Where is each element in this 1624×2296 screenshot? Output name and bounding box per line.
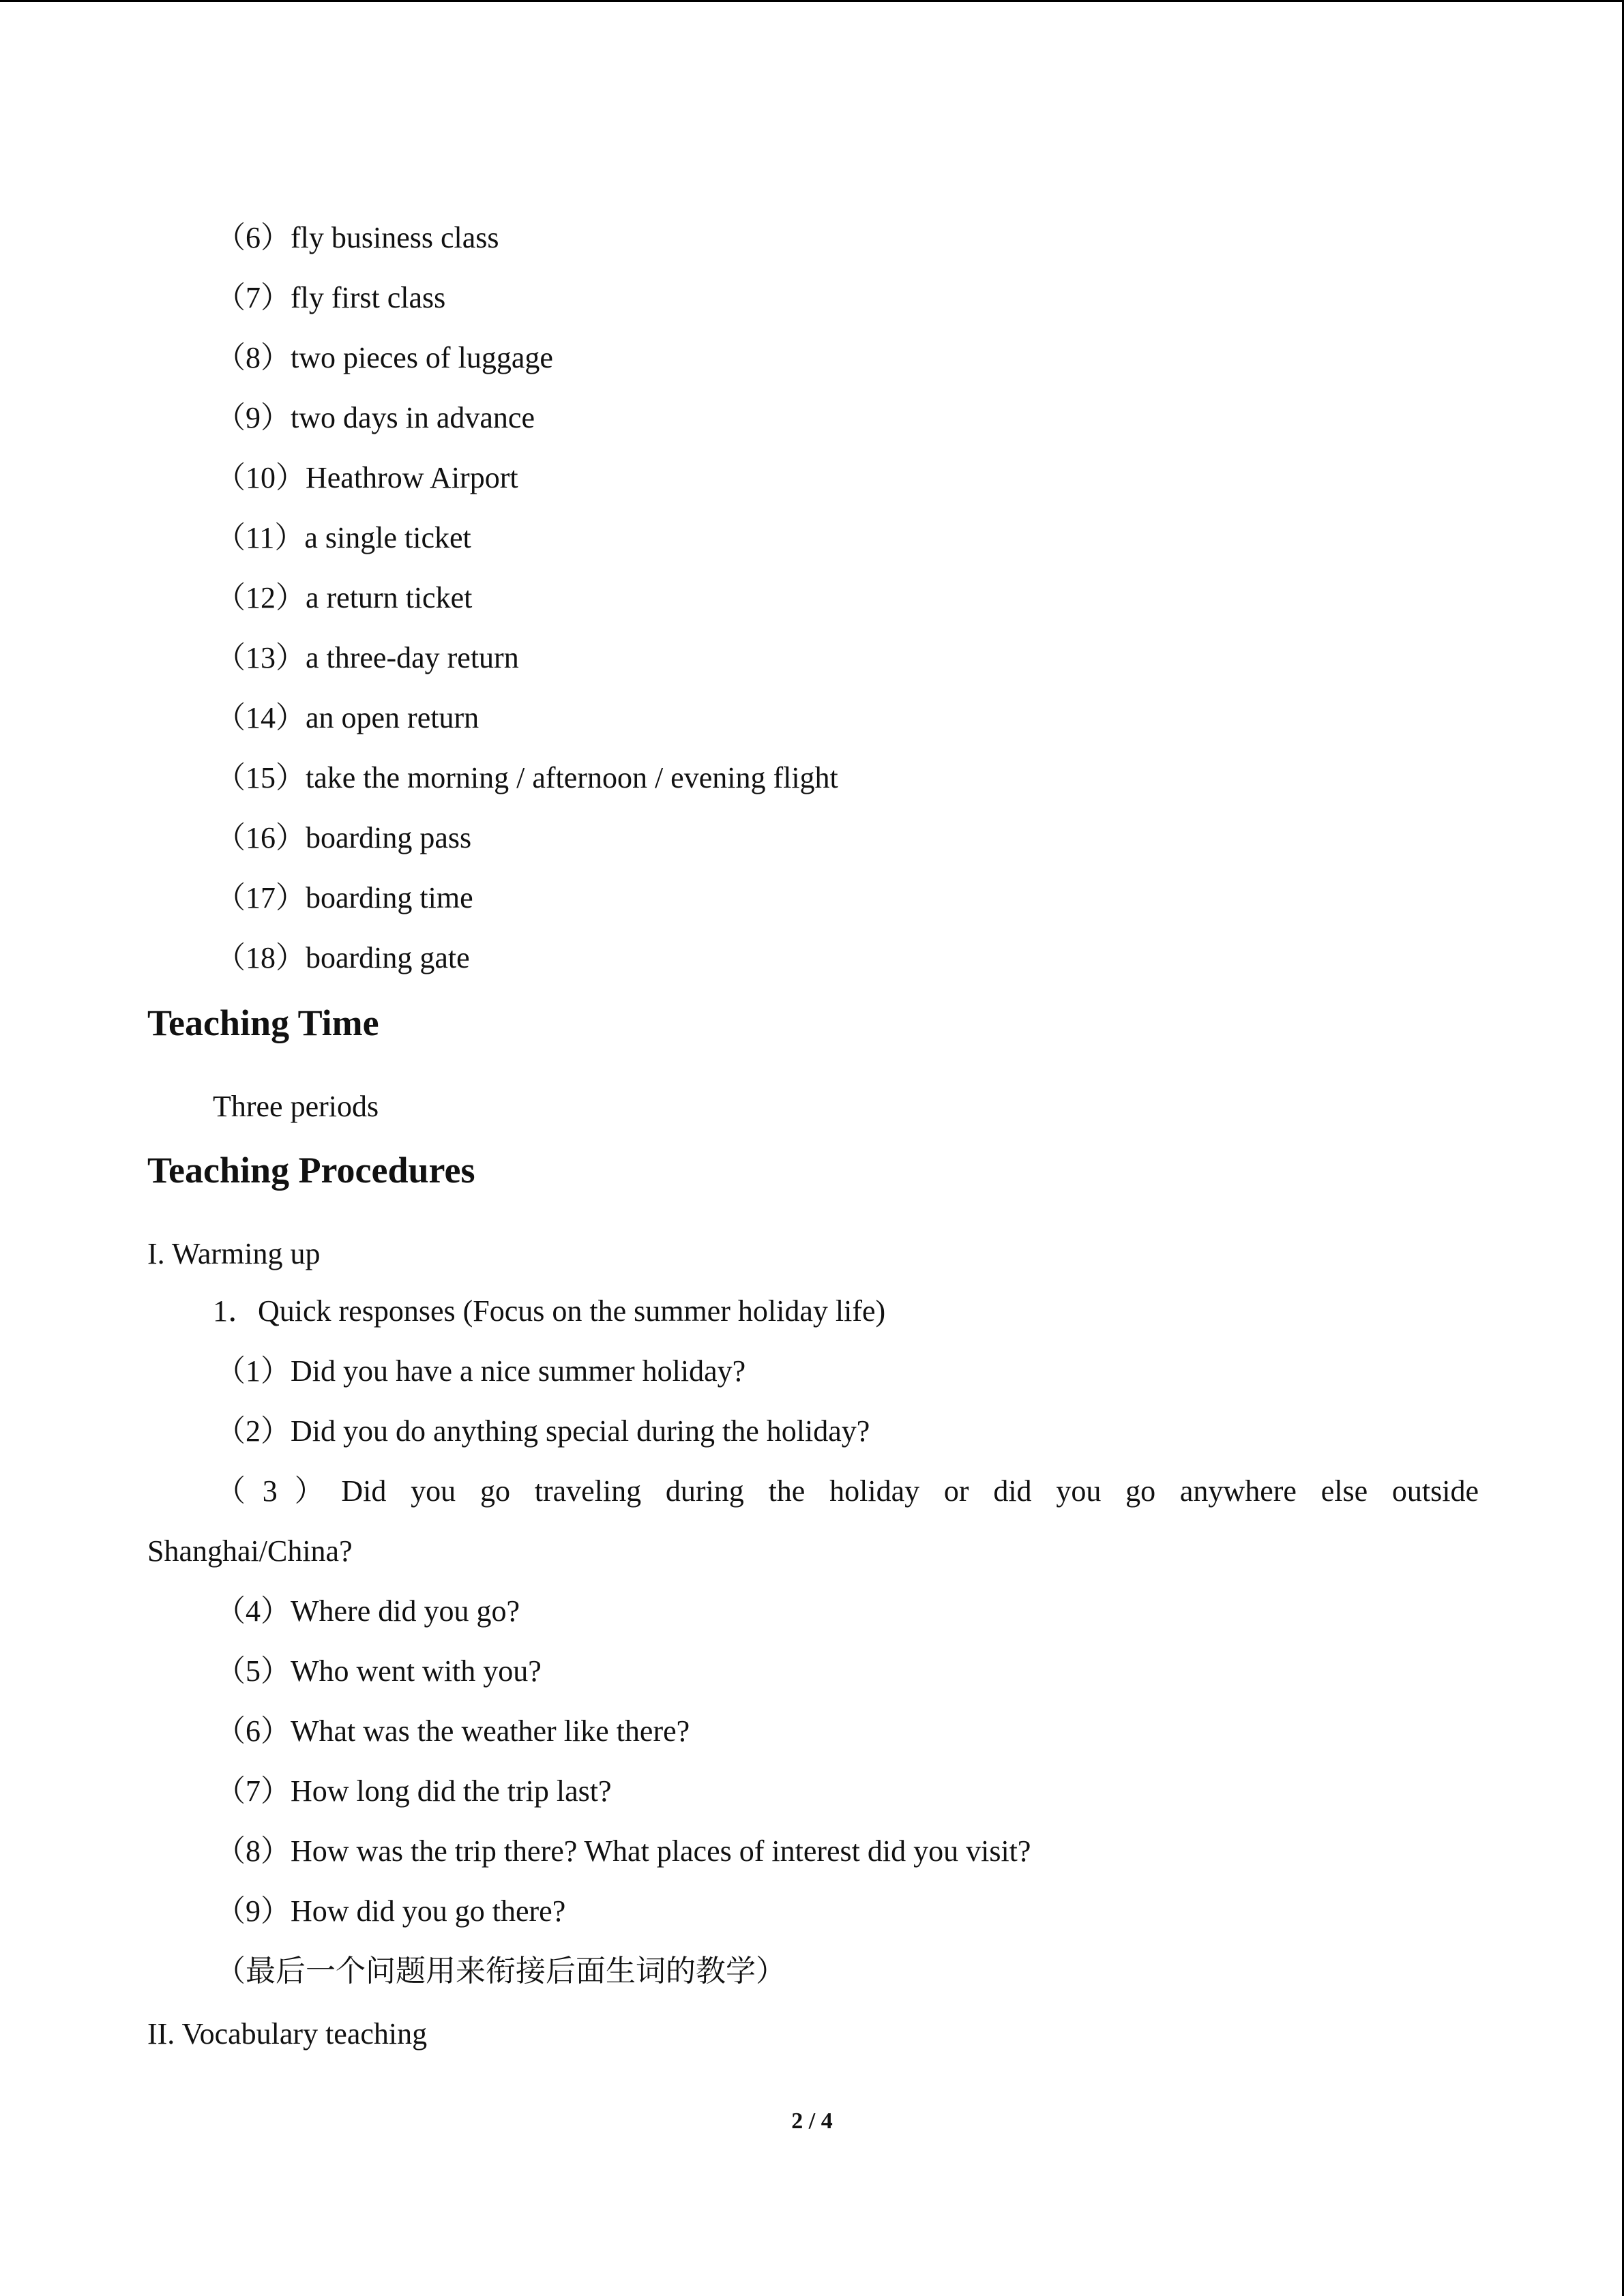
question-number: （9） (216, 1894, 291, 1928)
question-item (216, 1474, 1479, 1509)
chinese-note: （最后一个问题用来衔接后面生词的教学） (216, 1954, 786, 1988)
list-item (216, 940, 470, 976)
list-item-number: （17） (216, 881, 306, 914)
section-title-warming-up: I. Warming up (147, 1237, 321, 1270)
question-text: What was the weather like there? (291, 1714, 690, 1748)
question-text: Who went with you? (291, 1654, 542, 1688)
list-item (216, 460, 518, 496)
list-item-number: （16） (216, 821, 306, 854)
page-number: 2 / 4 (791, 2108, 833, 2134)
question-number: （7） (216, 1774, 291, 1808)
question-number: （1） (216, 1354, 291, 1388)
step-quick-responses: 1．Quick responses (Focus on the summer holiday life) (213, 1294, 886, 1328)
list-item-number: （7） (216, 281, 291, 314)
list-item-text: two days in advance (291, 401, 535, 434)
question-text: How did you go there? (291, 1894, 566, 1928)
list-item-text: a return ticket (306, 581, 473, 614)
list-item (216, 820, 471, 856)
list-item (216, 760, 838, 796)
question-item (216, 1894, 565, 1929)
question-number: （8） (216, 1834, 291, 1868)
question-text: Where did you go? (291, 1594, 520, 1628)
question-item (216, 1594, 520, 1629)
list-item (216, 280, 445, 316)
list-item (216, 880, 473, 916)
list-item-number: （13） (216, 641, 306, 674)
list-item (216, 640, 519, 676)
question-number: （5） (216, 1654, 291, 1688)
list-item-number: （14） (216, 701, 306, 734)
list-item-number: （11） (216, 521, 305, 554)
list-item-text: Heathrow Airport (306, 461, 518, 494)
teaching-time-heading: Teaching Time (147, 1002, 379, 1043)
list-item-number: （8） (216, 341, 291, 374)
question-number: （2） (216, 1414, 291, 1448)
question-text: Did you go traveling during the holiday or did you go anywhere else outside (341, 1474, 1479, 1508)
list-item-text: two pieces of luggage (291, 341, 553, 374)
question-item (216, 1774, 612, 1809)
list-item-text: take the morning / afternoon / evening flight (306, 761, 838, 794)
question-item (216, 1354, 745, 1389)
list-item-number: （15） (216, 761, 306, 794)
list-item-text: a three-day return (306, 641, 519, 674)
list-item-number: （10） (216, 461, 306, 494)
list-item-text: boarding time (306, 881, 473, 914)
question-item (216, 1834, 1031, 1869)
question-item (216, 1714, 690, 1749)
list-item (216, 340, 553, 376)
question-number: （3） (216, 1474, 342, 1508)
question-text: Did you have a nice summer holiday? (291, 1354, 746, 1388)
question-item (216, 1414, 870, 1449)
list-item-text: fly first class (291, 281, 446, 314)
question-item (216, 1654, 542, 1689)
list-item-text: boarding gate (306, 941, 470, 974)
section-title-vocabulary-teaching: II. Vocabulary teaching (147, 2017, 428, 2051)
list-item (216, 700, 479, 736)
question-text: Did you do anything special during the holiday? (291, 1414, 870, 1448)
teaching-time-body: Three periods (213, 1090, 379, 1123)
question-text: How was the trip there? What places of interest did you visit? (291, 1834, 1031, 1868)
list-item-text: an open return (306, 701, 479, 734)
teaching-procedures-heading: Teaching Procedures (147, 1150, 475, 1191)
list-item (216, 400, 535, 436)
list-item (216, 520, 471, 556)
question-number: （4） (216, 1594, 291, 1628)
list-item-number: （9） (216, 401, 291, 434)
list-item-text: a single ticket (304, 521, 471, 554)
list-item-number: （18） (216, 941, 306, 974)
list-item-number: （6） (216, 221, 291, 254)
list-item-text: boarding pass (306, 821, 472, 854)
list-item (216, 220, 499, 256)
list-item-number: （12） (216, 581, 306, 614)
list-item (216, 580, 472, 616)
list-item-text: fly business class (291, 221, 499, 254)
question-text: How long did the trip last? (291, 1774, 612, 1808)
question-number: （6） (216, 1714, 291, 1748)
question-continuation: Shanghai/China? (147, 1534, 353, 1568)
